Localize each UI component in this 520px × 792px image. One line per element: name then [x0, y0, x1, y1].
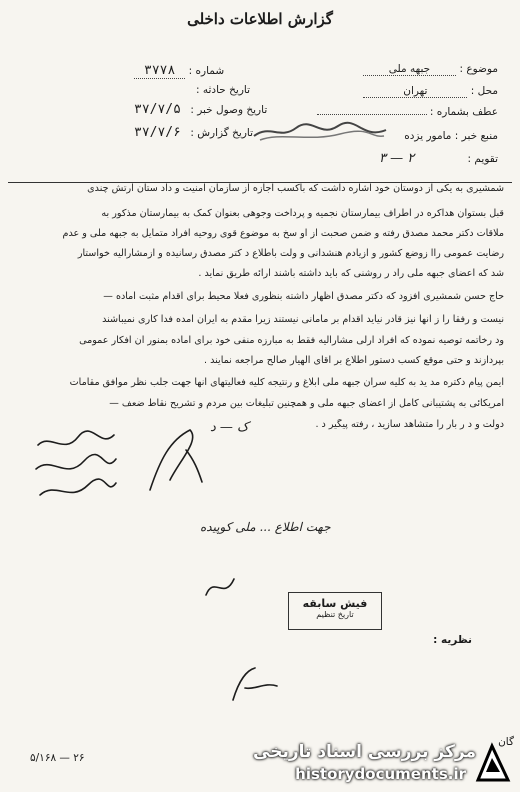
- body-line: شمشیری به یکی از دوستان خود اشاره داشت که باکسب اجازه از سازمان امنیت و داد ستان ارتش چندی: [87, 183, 504, 194]
- reference-value-line: [317, 114, 427, 115]
- place-label: محل :: [470, 85, 498, 97]
- annotation-short: ک — د: [210, 420, 249, 435]
- signature-mid: [140, 420, 210, 500]
- body-line: دولت و د ر بار را متشاهد سازید ، رفته پیگیر د .: [315, 419, 504, 430]
- initial-mark: [200, 565, 240, 605]
- scribble-mark: [250, 118, 390, 144]
- report-date-label: تاریخ گزارش :: [190, 127, 254, 139]
- received-date-value: ۳۷/۷/۵: [134, 102, 181, 117]
- body-line: بپردازند و حتی موقع کسب دستور اطلاع بر آقای الهیار صالح مراجعه نمایند .: [204, 355, 504, 366]
- body-line: قبل بستوان هداکره در اطراف بیمارستان نجمیه و پرداخت وجوهی بعنوان کمک به بیمارستان مذکور به: [101, 208, 504, 219]
- body-line: نیست و رفقا را ز آنها نیز قادر نیاید اقدام بر مامانی نیستند زیرا مقدم به ایران آمده فدا کاری نمیباشند: [102, 314, 504, 325]
- stamp-title: فیش سابقه: [302, 597, 368, 610]
- subject-label: موضوع :: [459, 63, 498, 75]
- record-stamp: [288, 592, 382, 630]
- source-field: [404, 130, 498, 142]
- body-line: حاج حسن شمشیری افزود که دکتر مصدق اظهار داشته بنظوری فعلا محیط برای اقدام مثبت آماده —: [103, 291, 504, 302]
- place-value: تهران: [363, 85, 467, 98]
- subject-value: جبهه ملی: [363, 63, 456, 76]
- report-date-field: [134, 125, 253, 140]
- handwritten-note: جهت اطلاع ... ملی کوپیده: [200, 520, 331, 534]
- report-title: گزارش اطلاعات داخلی: [187, 10, 333, 28]
- signature-left: [30, 425, 120, 505]
- stamp-subtitle: تاریخ تنظیم: [316, 610, 354, 619]
- report-date-value: ۳۷/۷/۶: [134, 125, 181, 140]
- signature-bottom: [225, 660, 285, 710]
- place-field: [363, 85, 498, 97]
- body-line: ملاقات دکتر محمد مصدق رفته و ضمن صحبت از او سخ به موضوع قوی روحیه افراد متمایل به جبهه ملی و عدم: [62, 228, 504, 239]
- watermark-site-text: historydocuments.ir: [295, 765, 466, 783]
- reference-field: [317, 106, 498, 118]
- received-date-field: [134, 102, 267, 117]
- received-date-label: تاریخ وصول خبر :: [190, 104, 268, 116]
- opinion-label: نظریه :: [433, 634, 472, 646]
- watermark-logo-text: مرکز بررسی اسناد تاریخی: [253, 742, 476, 762]
- rating-label: تقویم :: [467, 153, 498, 165]
- body-line: ایمن پیام دکتره مد ید به کلیه سران جبهه ملی ابلاغ و رنتیجه کلیه فعالیتهای آنها جهت جلب نظر موافق مقامات: [69, 377, 504, 388]
- number-field: [134, 63, 224, 78]
- body-line: شد که اعضای جبهه ملی راد ر روشنی که باید داشته باشند ارائه طریق نماید .: [198, 268, 504, 279]
- source-value: مامور یزده: [404, 130, 452, 142]
- number-value: ۳۷۷۸: [134, 63, 185, 79]
- number-label: شماره :: [188, 65, 225, 77]
- event-date-label: تاریخ حادثه :: [196, 84, 251, 96]
- source-label: منبع خبر :: [454, 130, 498, 142]
- bottom-small-note: گان: [498, 736, 514, 748]
- watermark-logo-icon: [472, 740, 514, 786]
- subject-field: [363, 63, 498, 75]
- body-line: ود رخاتمه توصیه نموده که افراد ارلی مشارالیه فقط به مبارزه منفی خود برای آماده بمنور ان افکار عمومی: [79, 335, 504, 346]
- archive-code: ۵/۱۶۸ — ۲۶: [30, 752, 85, 764]
- event-date-field: [196, 84, 250, 96]
- rating-field: [379, 151, 498, 166]
- rating-value: ۲ — ۳: [378, 151, 415, 166]
- reference-label: عطف بشماره :: [429, 106, 498, 118]
- body-line: آمریکائی به پشتیبانی کامل از اعضای جبهه ملی و همچنین تبلیغات بین مردم و تشریح نقاط ضعف —: [109, 398, 504, 409]
- body-line: رضایت عمومی راا زوضع کشور و ازیادم هنشدانی و ولت باطلاع د کتر مصدق رسانیده و ازمشارالیه خواستار: [77, 248, 504, 259]
